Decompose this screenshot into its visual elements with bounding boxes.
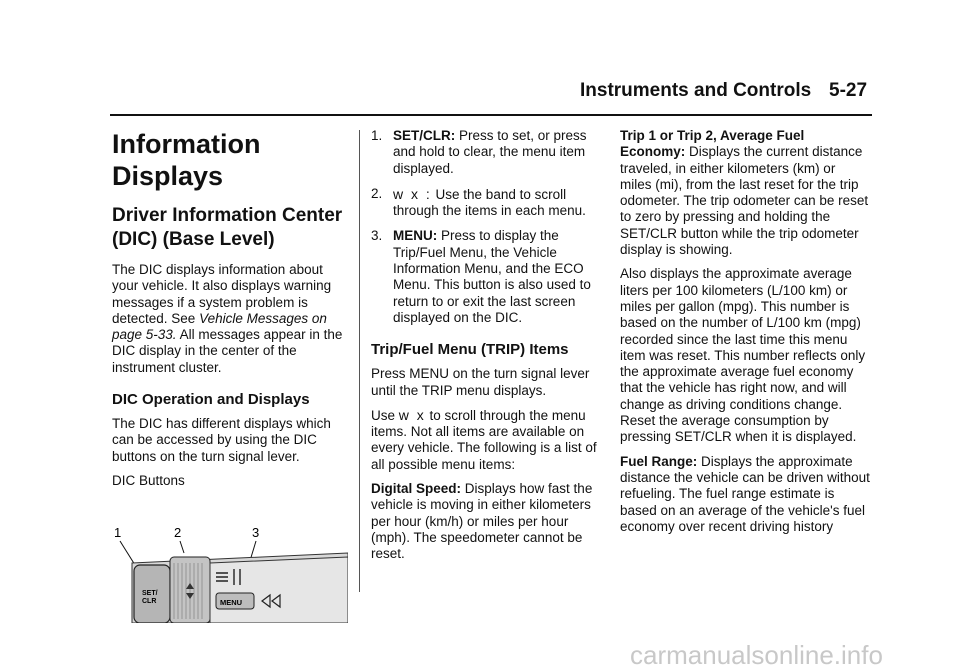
main-heading: Information Displays — [112, 129, 261, 191]
watermark: carmanualsonline.info — [630, 640, 883, 670]
set-clr-label-2: CLR — [142, 598, 157, 606]
page-number: 5-27 — [829, 80, 868, 101]
trip-menu-heading: Trip/Fuel Menu (TRIP) Items — [371, 341, 569, 359]
intro-paragraph — [112, 262, 348, 376]
dic-operation-heading: DIC Operation and Displays — [112, 391, 310, 409]
vehicle-messages-link[interactable]: Vehicle Messages on page 5-33. — [112, 310, 327, 343]
scroll-paragraph — [371, 407, 607, 473]
item-text: Use the band to scroll through the items in each menu. — [393, 186, 586, 219]
column-2 — [371, 128, 607, 571]
turn-signal-lever-illustration — [112, 523, 348, 623]
average-paragraph: Also displays the approximate average liters per 100 kilometers (L/100 km) or miles per gallon (mpg). This number is based on the number of L/100 km (mpg) recorded since the last time this menu item was reset. This number reflects only the approximate average fuel economy that the vehicle has right now, and will change as driving conditions change. Reset the average consumption by pressing SET/CLR when it is displayed. — [620, 266, 866, 445]
list-item — [371, 228, 607, 326]
callout-1: 1 — [114, 525, 122, 541]
scroll-band-symbol: w x : — [393, 185, 432, 202]
fuel-range-paragraph — [620, 454, 870, 535]
scroll-pre: Use — [371, 407, 399, 423]
dic-operation-paragraph: The DIC has different displays which can be accessed by using the DIC buttons on the turn signal lever. — [112, 416, 331, 464]
trip-fuel-economy-paragraph — [620, 128, 870, 258]
callout-2: 2 — [174, 525, 182, 541]
item-term: SET/CLR: — [393, 128, 456, 143]
dic-buttons-caption: DIC Buttons — [112, 472, 185, 488]
item-number: 3. — [371, 228, 383, 244]
fuel-range-text: Displays the approximate distance the vehicle can be driven without refueling. The fuel range estimate is based on an average of the vehicle's fuel economy over recent driving history — [620, 453, 870, 534]
list-item — [371, 128, 607, 177]
item-number: 2. — [371, 185, 383, 201]
scroll-post: to scroll through the menu items. Not all items are available on every vehicle. The following is a list of all possible menu items: — [371, 407, 597, 472]
section-title: Instruments and Controls — [580, 80, 812, 101]
column-3 — [620, 128, 870, 543]
digital-speed-term: Digital Speed: — [371, 481, 462, 497]
intro-text-b: All messages appear in the DIC display in the center of the instrument cluster. — [112, 327, 343, 375]
set-clr-label-1: SET/ — [142, 590, 158, 598]
sub-heading: Driver Information Center (DIC) (Base Level) — [112, 205, 343, 250]
digital-speed-text: Displays how fast the vehicle is moving in either kilometers per hour (km/h) or miles per hour (mph). The speedometer cannot be reset. — [371, 481, 593, 562]
column-divider — [359, 130, 360, 592]
callout-3: 3 — [252, 525, 260, 541]
header-rule — [110, 114, 872, 116]
trip-intro-paragraph: Press MENU on the turn signal lever until the TRIP menu displays. — [371, 366, 590, 398]
list-item — [371, 186, 607, 220]
item-term: MENU: — [393, 228, 438, 244]
digital-speed-paragraph — [371, 481, 607, 562]
scroll-symbol: w x — [398, 406, 426, 423]
page-header — [0, 80, 960, 110]
item-text: Press to set, or press and hold to clear, the menu item displayed. — [393, 128, 587, 176]
item-text: Press to display the Trip/Fuel Menu, the Vehicle Information Menu, and the ECO Menu. This button is also used to return to or exit the last screen displayed on the DIC. — [393, 228, 591, 325]
fuel-range-term: Fuel Range: — [620, 453, 698, 469]
item-number: 1. — [371, 128, 383, 143]
trip-term: Trip 1 or Trip 2, Average Fuel Economy: — [620, 128, 805, 160]
column-1 — [112, 128, 348, 628]
menu-button-label: MENU — [220, 598, 243, 608]
intro-text-a: The DIC displays information about your vehicle. It also displays warning messages if a system problem is detected. See — [112, 262, 332, 326]
trip-text: Displays the current distance traveled, in either kilometers (km) or miles (mi), from the last reset for the trip odometer. The trip odometer can be reset to zero by pressing and holding the SET/CLR button while the trip odometer display is showing. — [620, 144, 869, 258]
